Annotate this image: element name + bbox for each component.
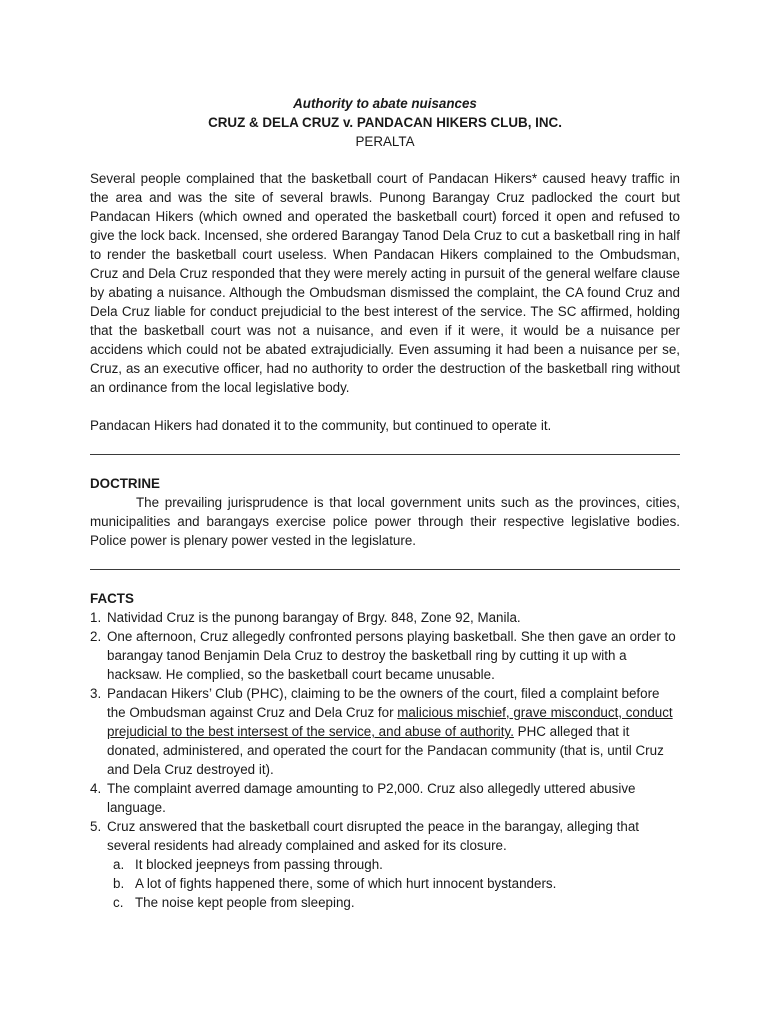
doctrine-text: The prevailing jurisprudence is that local government units such as the provinces, cities, municipalities and barangays exercise police power through their respective legislative bodies. Police power is plenary power vested in the legislature. [90, 495, 680, 548]
fact-item [90, 684, 680, 779]
sub-item-text: The noise kept people from sleeping. [135, 895, 355, 910]
sub-item-text: A lot of fights happened there, some of which hurt innocent bystanders. [135, 876, 557, 891]
sub-item [107, 893, 680, 912]
fact-item [90, 779, 680, 817]
fact-number: 2. [90, 629, 102, 644]
fact-number: 3. [90, 686, 102, 701]
case-header [90, 94, 680, 151]
fact-text-before: Pandacan Hikers’ Club (PHC), claiming to be the owners of the court, filed a complaint before the Ombudsman against Cruz and Dela Cruz for [107, 686, 660, 720]
case-title: CRUZ & DELA CRUZ v. PANDACAN HIKERS CLUB, INC. [208, 115, 562, 130]
facts-list [90, 608, 680, 912]
fact-text: The complaint averred damage amounting to P2,000. Cruz also allegedly uttered abusive language. [107, 781, 636, 815]
facts-heading: FACTS [90, 591, 134, 606]
sub-item [107, 874, 680, 893]
fact-item [90, 817, 680, 912]
charges-underlined: malicious mischief, grave misconduct, conduct prejudicial to the best intersest of the service, and abuse of authority. [107, 705, 673, 739]
section-divider [90, 569, 680, 570]
fact-number: 1. [90, 610, 102, 625]
fact-text-after: PHC alleged that it donated, administered, and operated the court for the Pandacan community (that is, until Cruz and Dela Cruz destroyed it). [107, 724, 664, 777]
ponente: PERALTA [355, 134, 415, 149]
section-divider [90, 454, 680, 455]
fact-number: 5. [90, 819, 102, 834]
sub-list [107, 855, 680, 912]
fact-item [90, 608, 680, 627]
fact-item [90, 627, 680, 684]
sub-item-letter: c. [113, 895, 124, 910]
fact-text: Natividad Cruz is the punong barangay of Brgy. 848, Zone 92, Manila. [107, 610, 521, 625]
fact-text: One afternoon, Cruz allegedly confronted persons playing basketball. She then gave an order to barangay tanod Benjamin Dela Cruz to destroy the basketball ring by cutting it up with a hacksaw. He complied, so the basketball court became unusable. [107, 629, 676, 682]
fact-number: 4. [90, 781, 102, 796]
doctrine-heading: DOCTRINE [90, 476, 160, 491]
sub-item-letter: a. [113, 857, 125, 872]
fact-text: Cruz answered that the basketball court disrupted the peace in the barangay, alleging that several residents had already complained and asked for its closure. [107, 819, 639, 853]
summary-footnote: Pandacan Hikers had donated it to the community, but continued to operate it. [90, 418, 552, 433]
sub-item-letter: b. [113, 876, 125, 891]
summary-paragraph: Several people complained that the basketball court of Pandacan Hikers* caused heavy traffic in the area and was the site of several brawls. Punong Barangay Cruz padlocked the court but Pandacan Hikers (which owned and operated the basketball court) forced it open and refused to give the lock back. Incensed, she ordered Barangay Tanod Dela Cruz to cut a basketball ring in half to render the basketball court useless. When Pandacan Hikers complained to the Ombudsman, Cruz and Dela Cruz responded that they were merely acting in pursuit of the general welfare clause by abating a nuisance. Although the Ombudsman dismissed the complaint, the CA found Cruz and Dela Cruz liable for conduct prejudicial to the best interest of the service. The SC affirmed, holding that the basketball court was not a nuisance, and even if it were, it would be a nuisance per accidens which could not be abated extrajudicially. Even assuming it had been a nuisance per se, Cruz, as an executive officer, had no authority to order the destruction of the basketball ring without an ordinance from the local legislative body. [90, 171, 680, 395]
sub-item-text: It blocked jeepneys from passing through. [135, 857, 383, 872]
topic-title: Authority to abate nuisances [293, 96, 477, 111]
sub-item [107, 855, 680, 874]
